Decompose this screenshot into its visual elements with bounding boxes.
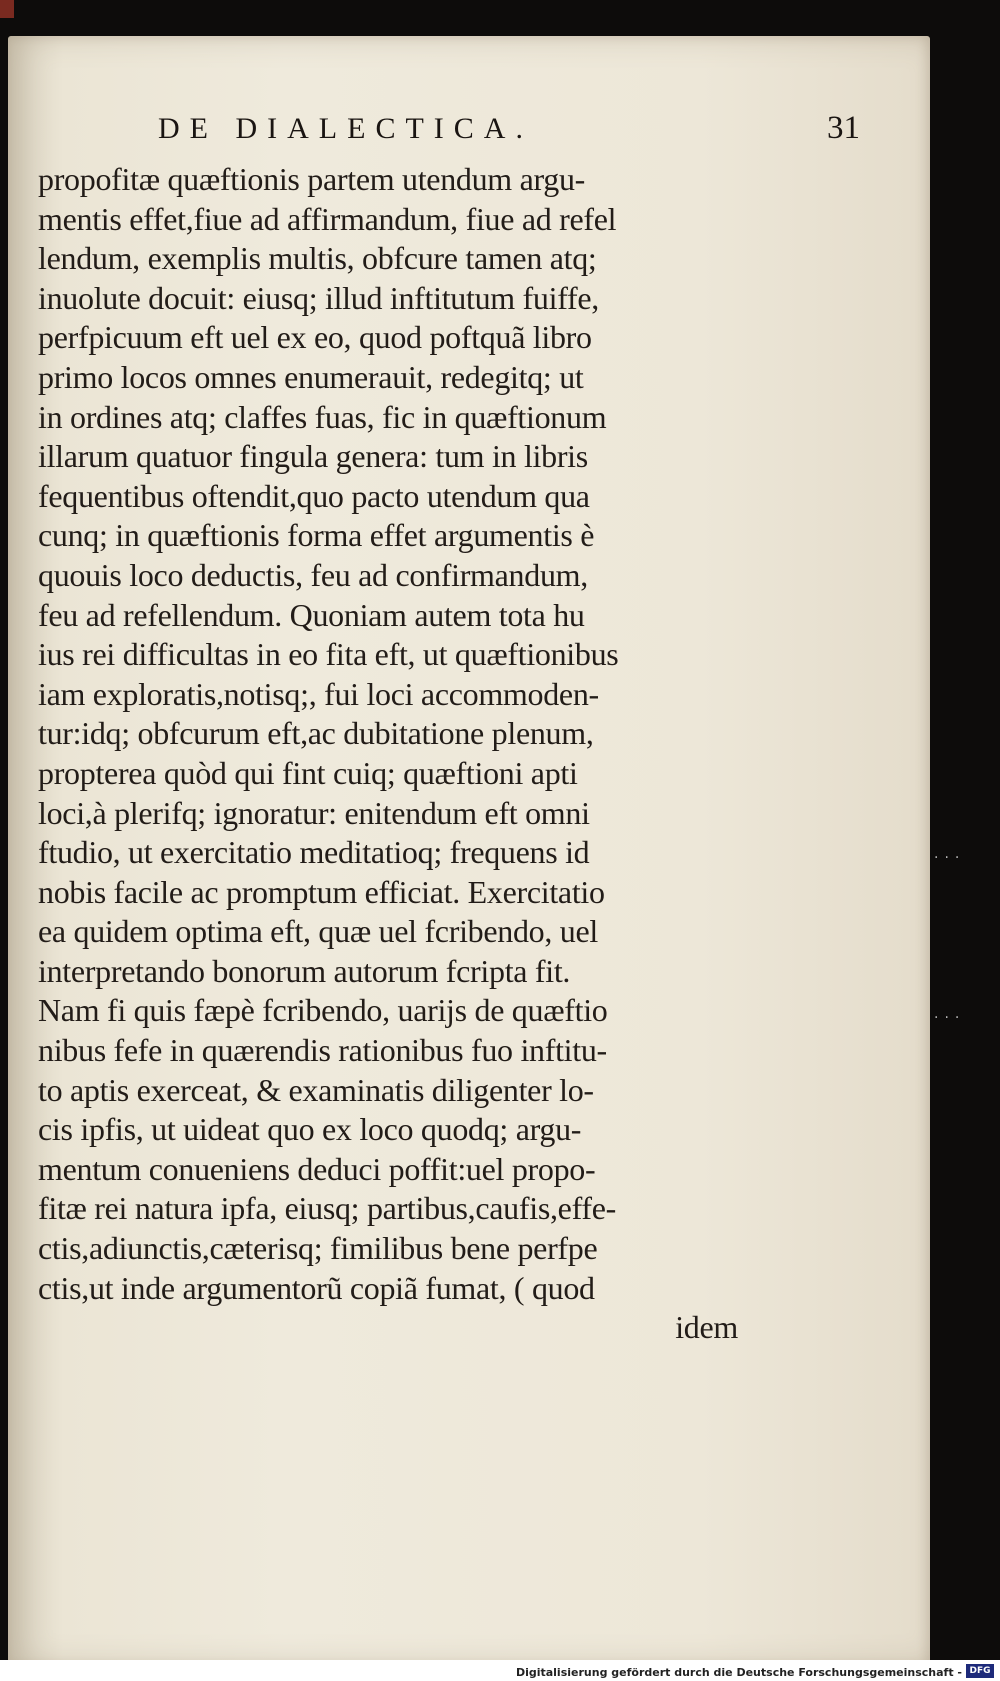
book-page [8,36,930,1666]
text-line: propterea quòd qui fint cuiq; quæftioni apti [38,754,578,791]
text-block [38,160,738,1348]
text-line: fitæ rei natura ipfa, eiusq; partibus,caufis,effe- [38,1190,616,1227]
text-line: to aptis exerceat, & examinatis diligenter lo- [38,1071,594,1108]
text-line: propofitæ quæftionis partem utendum argu- [38,161,586,197]
text-line: cis ipfis, ut uideat quo ex loco quodq; argu- [38,1111,582,1148]
text-line: inuolute docuit: eiusq; illud inftitutum fuiffe, [38,279,599,316]
text-line: mentum conueniens deduci poffit:uel propo- [38,1150,596,1187]
edge-dots-upper: ··· [934,850,966,866]
text-line: in ordines atq; claffes fuas, fic in quæftionum [38,398,607,435]
text-line: lendum, exemplis multis, obfcure tamen atq; [38,240,597,277]
footer-credit: Digitalisierung gefördert durch die Deutsche Forschungsgemeinschaft - [515,1666,962,1679]
text-line: ctis,adiunctis,cæterisq; fimilibus bene perfpe [38,1230,598,1267]
text-line: ius rei difficultas in eo fita eft, ut quæftionibus [38,636,619,673]
text-line: feu ad refellendum. Quoniam autem tota hu [38,596,585,633]
text-line: ftudio, ut exercitatio meditatioq; frequens id [38,834,590,871]
running-head-title: DE DIALECTICA. [158,112,533,145]
text-line: fequentibus oftendit,quo pacto utendum qua [38,477,590,514]
text-line: mentis effet,fiue ad affirmandum, fiue ad refel [38,200,617,237]
footer-bar [0,1660,1000,1681]
edge-dots-lower: ··· [934,1010,966,1026]
text-line: perfpicuum eft uel ex eo, quod poftquã libro [38,319,592,356]
text-line: ea quidem optima eft, quæ uel fcribendo, uel [38,913,598,950]
text-line: illarum quatuor fingula genera: tum in libris [38,438,588,475]
page-number: 31 [827,110,860,146]
text-line: primo locos omnes enumerauit, redegitq; ut [38,358,584,395]
text-line: interpretando bonorum autorum fcripta fit. [38,952,571,989]
text-line: nibus fefe in quærendis rationibus fuo inftitu- [38,1032,607,1069]
dfg-logo: DFG [966,1664,994,1678]
running-head [158,112,860,160]
catchword: idem [675,1309,738,1346]
text-line: cunq; in quæftionis forma effet argumentis è [38,517,595,554]
text-line: nobis facile ac promptum efficiat. Exercitatio [38,873,605,910]
text-line: quouis loco deductis, feu ad confirmandum, [38,556,588,593]
corner-tab-mark [0,0,14,18]
text-line: tur:idq; obfcurum eft,ac dubitatione plenum, [38,715,594,752]
text-line: Nam fi quis fæpè fcribendo, uarijs de quæftio [38,992,608,1029]
text-line: ctis,ut inde argumentorũ copiã fumat, ( quod [38,1269,595,1306]
text-line: loci,à plerifq; ignoratur: enitendum eft omni [38,794,590,831]
text-line: iam exploratis,notisq;, fui loci accommoden- [38,675,599,712]
